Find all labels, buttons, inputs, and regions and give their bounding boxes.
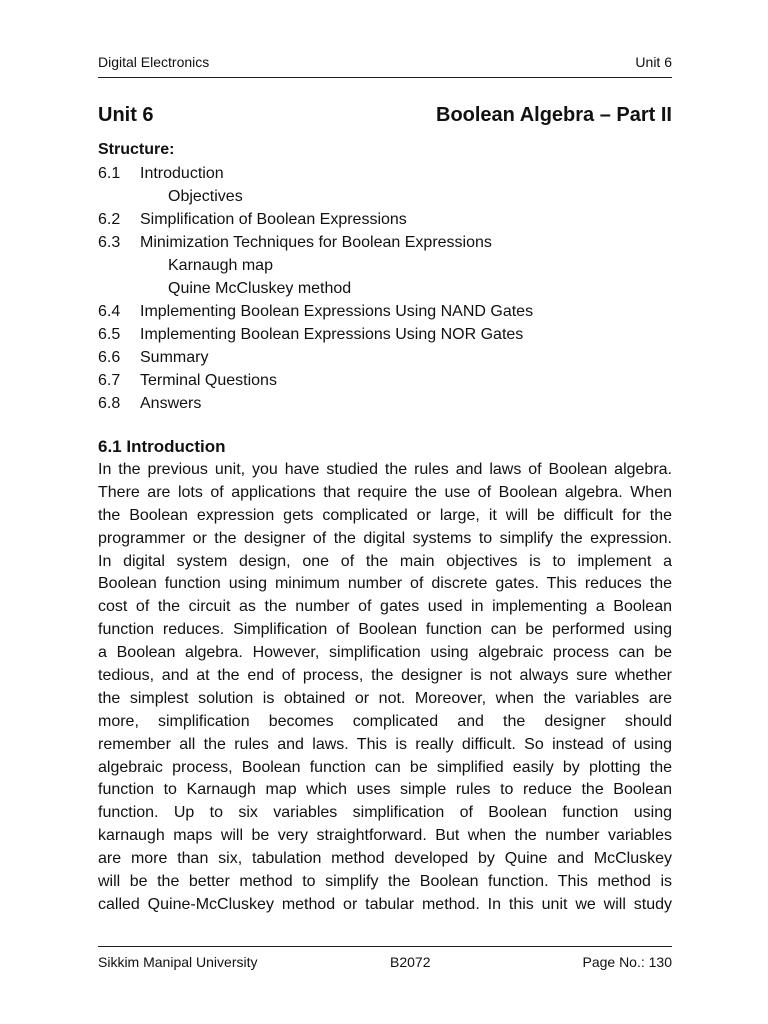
toc-item bbox=[98, 300, 672, 323]
footer-university: Sikkim Manipal University bbox=[98, 954, 258, 970]
unit-heading bbox=[98, 100, 672, 130]
body-line: Boolean function using minimum number of discrete gates. This reduces the bbox=[98, 575, 672, 593]
footer-divider bbox=[98, 946, 672, 947]
running-header bbox=[98, 52, 672, 72]
toc-item-label: Introduction bbox=[140, 165, 224, 182]
header-divider bbox=[98, 77, 672, 78]
toc-item bbox=[98, 392, 672, 415]
toc-item-number: 6.4 bbox=[98, 303, 121, 320]
body-line: tedious, and at the end of process, the designer is not always sure whether bbox=[98, 667, 672, 685]
body-line: There are lots of applications that require the use of Boolean algebra. When bbox=[98, 483, 672, 501]
toc-subitem-label: Karnaugh map bbox=[168, 257, 273, 274]
toc-item bbox=[98, 323, 672, 346]
toc-subitem-label: Objectives bbox=[168, 188, 243, 205]
toc-item-number: 6.1 bbox=[98, 165, 121, 182]
toc-item-label: Answers bbox=[140, 395, 202, 412]
toc-item-label: Terminal Questions bbox=[140, 372, 277, 389]
toc-item-label: Implementing Boolean Expressions Using NAND Gates bbox=[140, 303, 534, 320]
toc-item bbox=[98, 369, 672, 392]
toc-item-label: Summary bbox=[140, 349, 209, 366]
body-line: In digital system design, one of the main objectives is to implement a bbox=[98, 552, 672, 570]
section-heading: 6.1 Introduction bbox=[98, 437, 226, 456]
toc-item-label: Minimization Techniques for Boolean Expressions bbox=[140, 234, 492, 251]
body-line: a Boolean algebra. However, simplification using algebraic process can be bbox=[98, 644, 672, 662]
body-line: karnaugh maps will be very straightforward. But when the number variables bbox=[98, 827, 672, 845]
footer-page-number: Page No.: 130 bbox=[582, 954, 672, 970]
toc-item bbox=[98, 346, 672, 369]
toc-item bbox=[98, 162, 672, 185]
toc-item-number: 6.7 bbox=[98, 372, 121, 389]
unit-title: Boolean Algebra – Part II bbox=[436, 104, 672, 126]
toc-subitem bbox=[98, 185, 672, 208]
body-line: more, simplification becomes complicated and the designer should bbox=[98, 712, 672, 730]
toc-item-label: Simplification of Boolean Expressions bbox=[140, 211, 407, 228]
toc-item-number: 6.5 bbox=[98, 326, 121, 343]
unit-number: Unit 6 bbox=[98, 104, 154, 126]
footer-course-code: B2072 bbox=[390, 954, 431, 970]
body-line: In the previous unit, you have studied the rules and laws of Boolean algebra. bbox=[98, 461, 672, 478]
body-line: function reduces. Simplification of Boolean function can be performed using bbox=[98, 621, 672, 639]
structure-title: Structure: bbox=[98, 141, 175, 158]
body-line: the Boolean expression gets complicated or large, it will be difficult for the bbox=[98, 506, 672, 524]
body-line: algebraic process, Boolean function can be simplified easily by plotting the bbox=[98, 758, 672, 776]
toc-item-number: 6.8 bbox=[98, 395, 121, 412]
page-footer bbox=[98, 952, 672, 972]
section-body bbox=[98, 459, 672, 917]
toc-subitem-label: Quine McCluskey method bbox=[168, 280, 352, 297]
body-line: function. Up to six variables simplification of Boolean function using bbox=[98, 804, 672, 822]
body-line: the simplest solution is obtained or not. Moreover, when the variables are bbox=[98, 689, 672, 707]
header-course-title: Digital Electronics bbox=[98, 54, 210, 70]
structure-toc bbox=[98, 138, 672, 415]
body-line: programmer or the designer of the digital systems to simplify the expression. bbox=[98, 529, 672, 547]
body-line: are more than six, tabulation method developed by Quine and McCluskey bbox=[98, 850, 672, 868]
toc-item bbox=[98, 231, 672, 254]
toc-subitem bbox=[98, 277, 672, 300]
toc-item bbox=[98, 208, 672, 231]
body-line: cost of the circuit as the number of gates used in implementing a Boolean bbox=[98, 598, 672, 616]
toc-subitem bbox=[98, 254, 672, 277]
body-line: function to Karnaugh map which uses simple rules to reduce the Boolean bbox=[98, 781, 672, 799]
body-line: called Quine-McCluskey method or tabular method. In this unit we will study bbox=[98, 895, 672, 913]
body-line: will be the better method to simplify the Boolean function. This method is bbox=[98, 873, 672, 891]
toc-item-number: 6.6 bbox=[98, 349, 121, 366]
header-unit-label: Unit 6 bbox=[635, 54, 672, 70]
body-line: remember all the rules and laws. This is really difficult. So instead of using bbox=[98, 735, 672, 753]
document-page bbox=[98, 0, 672, 1024]
toc-item-number: 6.2 bbox=[98, 211, 121, 228]
toc-item-number: 6.3 bbox=[98, 234, 121, 251]
toc-item-label: Implementing Boolean Expressions Using NOR Gates bbox=[140, 326, 524, 343]
